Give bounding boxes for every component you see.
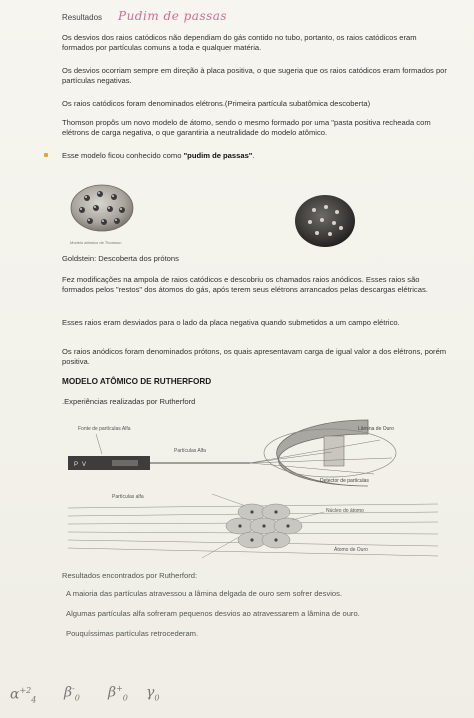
thomson-dark-sphere-diagram — [292, 192, 358, 250]
detector-label: Detector de partículas — [320, 478, 369, 484]
paragraph-goldstein: Goldstein: Descoberta dos prótons — [62, 254, 179, 263]
paragraph-deflection: Esses raios eram desviados para o lado da placa negativa quando submetidos a um campo elétrico. — [62, 318, 400, 327]
pudim-emphasis: "pudim de passas" — [183, 151, 253, 160]
thomson-model-diagram — [62, 180, 142, 246]
pudim-prefix: Esse modelo ficou conhecido como — [62, 151, 184, 160]
gold-atom-label: Átomo de Ouro — [334, 547, 368, 553]
thomson-caption: Modelo atômico de Thomson — [70, 240, 122, 245]
source-mark-p: P — [74, 462, 79, 468]
pudim-suffix: . — [252, 151, 255, 160]
source-label: Fonte de partículas Alfa — [78, 426, 131, 432]
results-found-label: Resultados encontrados por Rutherford: — [62, 571, 198, 580]
paragraph-electrons: Os raios catódicos foram denominados elétrons.(Primeira partícula subatômica descoberta) — [62, 99, 371, 108]
source-mark-v: V — [82, 462, 87, 468]
paragraph-cathode-2: Os desvios ocorriam sempre em direção à placa positiva, o que sugeria que os raios catódicos eram formados por partículas negativas. — [62, 66, 447, 85]
paragraph-anode-rays: Fez modificações na ampola de raios catódicos e descobriu os chamados raios anódicos. Esses raios são formados pelos "restos" dos átomos do gás, após terem seus elétrons arrancados pelas descargas elétricas. — [62, 275, 428, 294]
alpha-symbol: α — [10, 686, 20, 703]
results-label: Resultados — [62, 13, 103, 22]
paragraph-protons: Os raios anódicos foram denominados prótons, os quais apresentavam carga de igual valor a dos elétrons, porém positiva. — [62, 347, 447, 366]
rutherford-title: MODELO ATÔMICO DE RUTHERFORD — [62, 377, 212, 386]
source-slot — [112, 460, 138, 466]
beta-minus-charge: - — [72, 684, 75, 693]
gamma-note — [146, 684, 159, 702]
nuclei-label: Núcleo do átomo — [326, 508, 364, 514]
result-3: Pouquíssimas partículas retrocederam. — [66, 629, 199, 638]
beta-minus-note — [64, 684, 80, 702]
rutherford-experiment-diagram — [62, 412, 448, 562]
bullet-marker-icon — [44, 153, 48, 157]
gold-foil — [324, 436, 344, 466]
scatter-lines — [250, 440, 392, 474]
paragraph-pudim — [62, 151, 448, 161]
alpha-note — [10, 686, 36, 704]
gamma-mass: 0 — [154, 693, 160, 703]
gamma-symbol: γ — [146, 684, 155, 701]
alpha-charge: +2 — [19, 686, 32, 695]
result-1: A maioria das partículas atravessou a lâmina delgada de ouro sem sofrer desvios. — [66, 589, 343, 598]
beta-plus-note — [108, 684, 128, 702]
result-2: Algumas partículas alfa sofreram pequenos desvios ao atravessarem a lâmina de ouro. — [66, 609, 360, 618]
beta-plus-charge: + — [116, 684, 123, 693]
paragraph-thomson: Thomson propôs um novo modelo de átomo, sendo o mesmo formado por uma "pasta positiva recheada com elétrons de carga negativa, o que garantiria a neutralidade do modelo atômico. — [62, 118, 431, 137]
beta-plus-mass: 0 — [122, 693, 128, 703]
alpha-mass: 4 — [31, 695, 37, 705]
gold-foil-label: Lâmina de Ouro — [358, 426, 394, 432]
beta-plus-symbol: β — [108, 684, 117, 701]
rutherford-subtitle: .Experiências realizadas por Rutherford — [62, 397, 196, 406]
particles-top-label: Partículas Alfa — [174, 448, 206, 454]
beta-minus-symbol: β — [64, 684, 73, 701]
beta-minus-mass: 0 — [74, 693, 80, 703]
handwritten-note: Pudim de passas — [118, 9, 228, 23]
detector-ring — [277, 420, 368, 486]
dark-sphere — [295, 195, 355, 247]
paragraph-cathode-1: Os desvios dos raios catódicos não dependiam do gás contido no tubo, portanto, os raios catódicos eram formados por partículas comuns a toda e qualquer matéria. — [62, 33, 417, 52]
particles-bottom-label: Partículas alfa — [112, 494, 144, 500]
